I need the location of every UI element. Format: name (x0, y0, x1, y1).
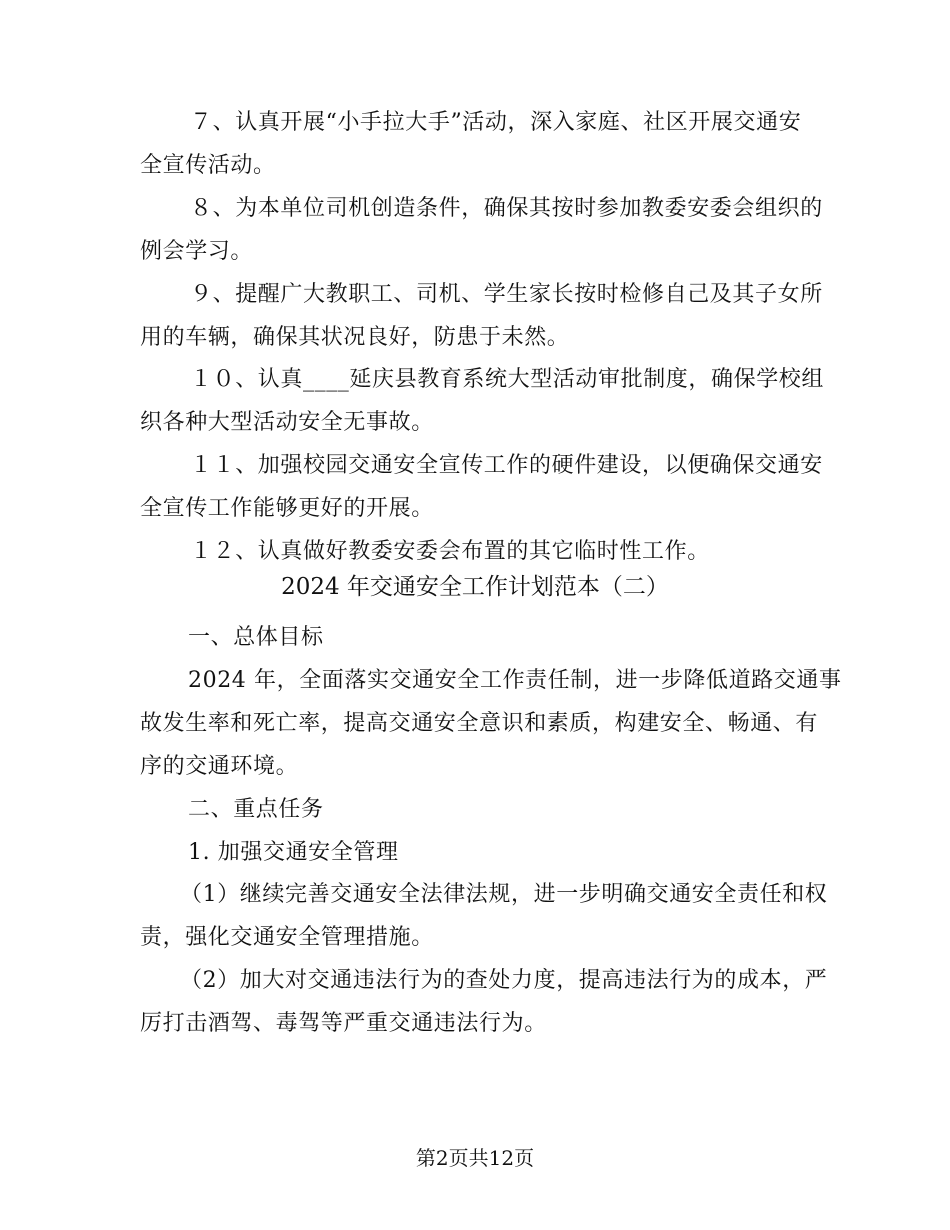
item-12-line-1: １２、认真做好教委安委会布置的其它临时性工作。 (190, 539, 710, 564)
item-11-line-1: １１、加强校园交通安全宣传工作的硬件建设，以便确保交通安 (190, 453, 823, 478)
section-title: 2024 年交通安全工作计划范本（二） (281, 574, 669, 600)
item-9-line-1: ９、提醒广大教职工、司机、学生家长按时检修自己及其子女所 (190, 282, 823, 307)
task-1-line-1: （1）继续完善交通安全法律法规，进一步明确交通安全责任和权 (180, 882, 828, 907)
page-number: 第2页共12页 (415, 1146, 535, 1170)
heading-key-tasks: 二、重点任务 (188, 797, 324, 822)
task-1-line-2: 责，强化交通安全管理措施。 (140, 925, 434, 950)
heading-overall-goal: 一、总体目标 (188, 625, 324, 650)
item-10-line-2: 织各种大型活动安全无事故。 (140, 410, 434, 435)
item-7-line-2: 全宣传活动。 (140, 153, 276, 178)
item-11-line-2: 全宣传工作能够更好的开展。 (140, 496, 434, 521)
task-2-line-1: （2）加大对交通违法行为的查处力度，提高违法行为的成本，严 (180, 968, 828, 993)
task-2-line-2: 厉打击酒驾、毒驾等严重交通违法行为。 (140, 1011, 547, 1036)
item-9-line-2: 用的车辆，确保其状况良好，防患于未然。 (140, 325, 570, 350)
goal-line-1: 2024 年，全面落实交通安全工作责任制，进一步降低道路交通事 (188, 668, 842, 693)
item-8-line-1: ８、为本单位司机创造条件，确保其按时参加教委安委会组织的 (190, 196, 823, 221)
item-10-line-1: １０、认真____延庆县教育系统大型活动审批制度，确保学校组 (190, 367, 825, 392)
subheading-traffic-management: 1. 加强交通安全管理 (188, 840, 399, 865)
goal-line-2: 故发生率和死亡率，提高交通安全意识和素质，构建安全、畅通、有 (140, 711, 819, 736)
goal-line-3: 序的交通环境。 (140, 754, 299, 779)
item-7-line-1: ７、认真开展“小手拉大手”活动，深入家庭、社区开展交通安 (190, 110, 802, 135)
item-8-line-2: 例会学习。 (140, 239, 254, 264)
